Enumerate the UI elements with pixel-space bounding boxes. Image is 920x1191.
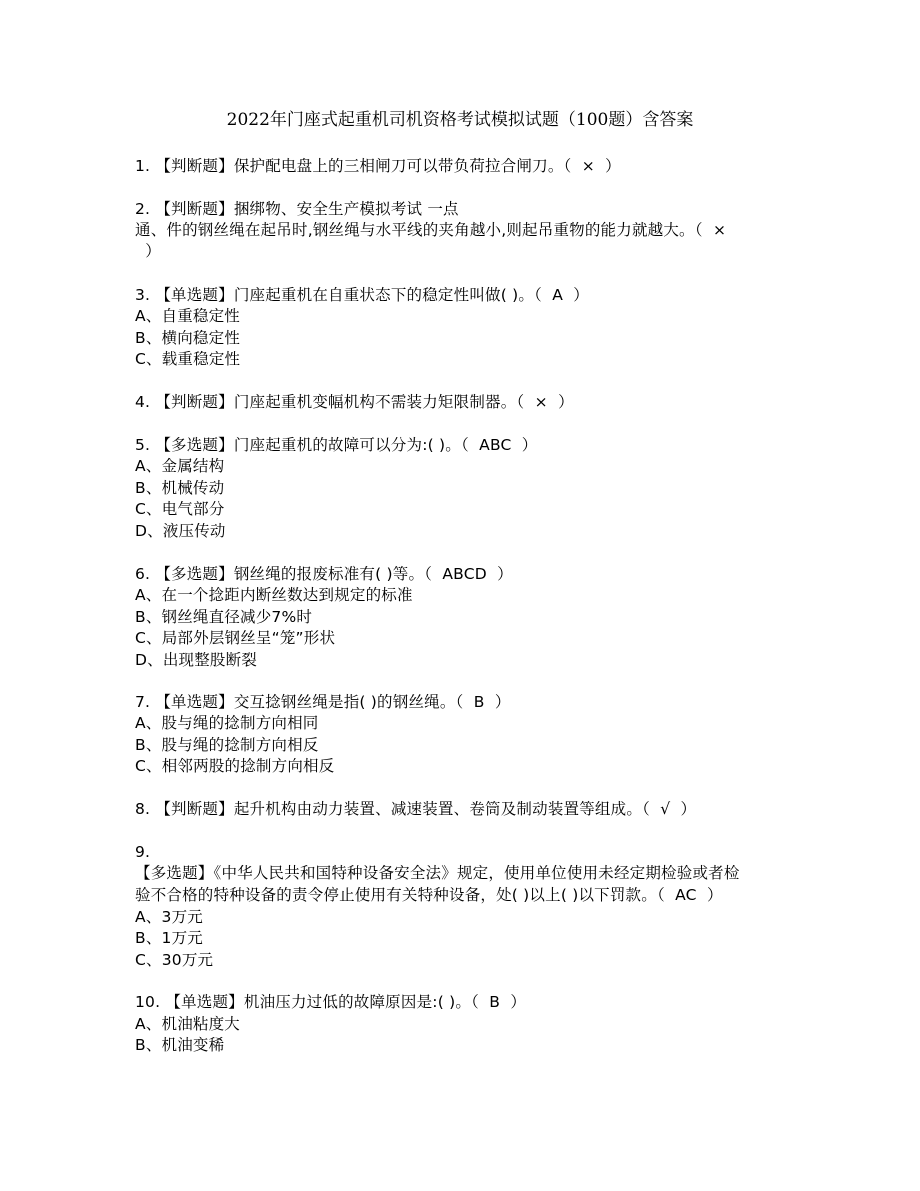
question-2-line-3: ） bbox=[135, 242, 161, 260]
question-2-line-1: 2. 【判断题】捆绑物、安全生产模拟考试 一点 bbox=[135, 200, 459, 218]
question-9-option-a: A、3万元 bbox=[135, 908, 203, 926]
question-6-option-b: B、钢丝绳直径减少7%时 bbox=[135, 608, 313, 626]
question-6-option-c: C、局部外层钢丝呈“笼”形状 bbox=[135, 629, 336, 647]
question-7-option-c: C、相邻两股的捻制方向相反 bbox=[135, 757, 335, 775]
question-3-option-b: B、横向稳定性 bbox=[135, 329, 241, 347]
question-10-option-a: A、机油粘度大 bbox=[135, 1015, 241, 1033]
question-10: 10. 【单选题】机油压力过低的故障原因是:( )。（ B ） bbox=[135, 993, 527, 1011]
question-5-option-d: D、液压传动 bbox=[135, 522, 226, 540]
question-5-option-b: B、机械传动 bbox=[135, 479, 225, 497]
question-9-number: 9. bbox=[135, 843, 151, 861]
question-9-option-c: C、30万元 bbox=[135, 951, 214, 969]
question-3-option-c: C、载重稳定性 bbox=[135, 350, 241, 368]
question-7-option-a: A、股与绳的捻制方向相同 bbox=[135, 714, 319, 732]
question-9-line-1: 【多选题】《中华人民共和国特种设备安全法》规定，使用单位使用未经定期检验或者检 bbox=[135, 864, 740, 882]
question-9-option-b: B、1万元 bbox=[135, 929, 203, 947]
question-2-line-2: 通、件的钢丝绳在起吊时,钢丝绳与水平线的夹角越小,则起吊重物的能力就越大。（ × bbox=[135, 221, 727, 239]
question-5: 5. 【多选题】门座起重机的故障可以分为:( )。（ ABC ） bbox=[135, 436, 538, 454]
question-7: 7. 【单选题】交互捻钢丝绳是指( )的钢丝绳。（ B ） bbox=[135, 693, 511, 711]
question-3-option-a: A、自重稳定性 bbox=[135, 307, 241, 325]
question-3: 3. 【单选题】门座起重机在自重状态下的稳定性叫做( )。（ A ） bbox=[135, 286, 589, 304]
question-10-option-b: B、机油变稀 bbox=[135, 1036, 225, 1054]
question-9-line-2: 验不合格的特种设备的责令停止使用有关特种设备，处( )以上( )以下罚款。（ AC ） bbox=[135, 886, 723, 904]
question-6-option-a: A、在一个捻距内断丝数达到规定的标准 bbox=[135, 586, 413, 604]
question-6-option-d: D、出现整股断裂 bbox=[135, 651, 258, 669]
question-8: 8. 【判断题】起升机构由动力装置、减速装置、卷筒及制动装置等组成。（ √ ） bbox=[135, 800, 697, 818]
question-5-option-c: C、电气部分 bbox=[135, 500, 225, 518]
question-1: 1. 【判断题】保护配电盘上的三相闸刀可以带负荷拉合闸刀。（ × ） bbox=[135, 157, 621, 175]
question-7-option-b: B、股与绳的捻制方向相反 bbox=[135, 736, 319, 754]
question-4: 4. 【判断题】门座起重机变幅机构不需装力矩限制器。（ × ） bbox=[135, 393, 574, 411]
question-5-option-a: A、金属结构 bbox=[135, 457, 225, 475]
document-title: 2022年门座式起重机司机资格考试模拟试题（100题）含答案 bbox=[226, 110, 694, 130]
question-6: 6. 【多选题】钢丝绳的报废标准有( )等。（ ABCD ） bbox=[135, 565, 513, 583]
